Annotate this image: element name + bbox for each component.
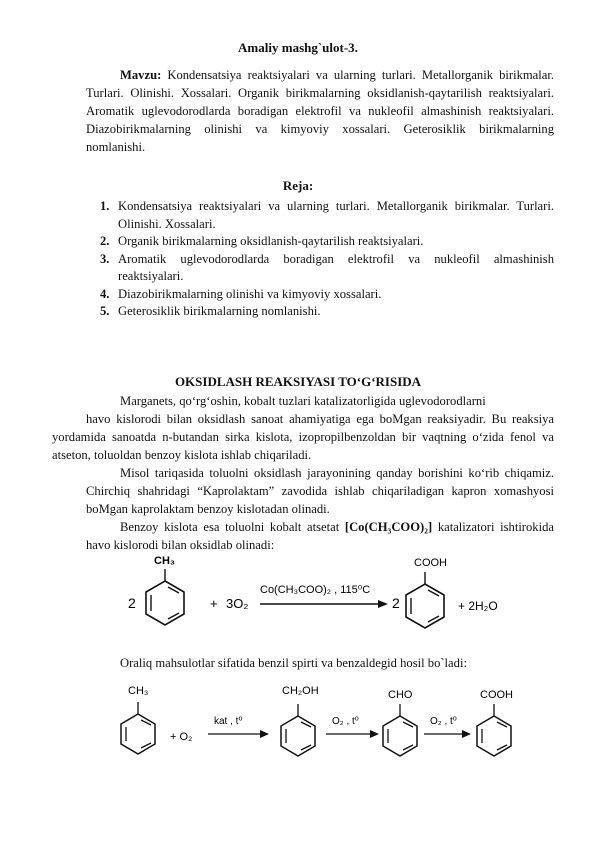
paragraph-1: Marganets, qo‘rg‘oshin, kobalt tuzlari katalizatorligida uglevodorodlarni havo kislorodi bilan oksidlash sanoat ahamiyatiga ega boMgan reaksiyadir. Bu reaksiya yordamida sanoatda n-butandan sirka kislota, izopropilbenzoldan bir vaqtning o‘zida fenol va atseton, toluoldan benzoy kislota ishlab chiqariladi.: [52, 394, 554, 462]
methyl-group-label-2: CH₃: [128, 685, 149, 697]
coefficient-right: 2: [392, 595, 400, 611]
step2-conditions: O₂ , t⁰: [332, 716, 359, 727]
benzene-ring-benzoic-acid: [406, 572, 444, 628]
plus-sign: +: [210, 596, 218, 611]
reaction-oxidation-sequence: [110, 680, 530, 776]
practical-heading: Amaliy mashg`ulot-3.: [238, 40, 358, 55]
list-item: 3. Aromatik uglevodorodlarda boradigan elektrofil va nukleofil almashinish reaktsiyalari.: [100, 251, 554, 283]
list-item: 4. Diazobirikmalarning olinishi va kimyoviy xossalari.: [100, 286, 382, 301]
reaction-toluene-oxidation: [120, 548, 520, 646]
paragraph-2: Misol tariqasida toluolni oksidlash jarayonining qanday borishini ko‘rib chiqamiz. Chirchiq shahridagi “Kaprolaktam” zavodida ishlab chiqariladigan kapron xomashyosi boMgan kaprolaktam benzoy kislotadan olinadi.: [86, 466, 554, 516]
list-item: 5. Geterosiklik birikmalarning nomlanishi.: [100, 304, 321, 318]
reja-list: [100, 198, 554, 321]
mavzu-label: Mavzu:: [120, 68, 162, 82]
oxygen-plus: + O₂: [170, 731, 193, 743]
list-item: 1. Kondensatsiya reaktsiyalari va ularning turlari. Metallorganik birikmalar. Turlari. Olinishi. Xossalari.: [100, 199, 554, 231]
paragraph-4: Oraliq mahsulotlar sifatida benzil spirti va benzaldegid hosil bo`ladi:: [120, 656, 467, 670]
catalyst-formula: [Co(CH₃COO)₂]: [344, 520, 433, 534]
carboxyl-group-label: COOH: [414, 557, 447, 569]
mavzu-text: Kondensatsiya reaktsiyalari va ularning turlari. Metallorganik birikmalar. Turlari. Olinishi. Xossalari. Organik birikmalarning oksidlanish-qaytarilish reaktsiyalari. Aromatik uglevodorodlarda boradigan elektrofil va nukleofil almashinish reaktsiyalari. Diazobirikmalarning olinishi va kimyoviy xossalari. Geterosiklik birikmalarning nomlanishi.: [86, 68, 554, 154]
benzene-ring-toluene-2: [121, 702, 155, 754]
aldehyde-group-label: CHO: [388, 689, 413, 701]
coefficient-left: 2: [128, 595, 136, 611]
section-title: OKSIDLASH REAKSIYASI TO‘G‘RISIDA: [174, 374, 422, 389]
list-item: 2. Organik birikmalarning oksidlanish-qaytarilish reaktsiyalari.: [100, 234, 424, 248]
carboxyl-group-label-2: COOH: [480, 689, 513, 701]
reaction-conditions: Co(CH₃COO)₂ , 115⁰C: [260, 584, 371, 596]
benzene-ring-benzyl-alcohol: [281, 704, 315, 756]
reja-title: Reja:: [282, 178, 314, 193]
mavzu-paragraph: [86, 66, 554, 156]
benzene-ring-benzoic-acid-2: [477, 704, 511, 756]
benzene-ring-benzaldehyde: [383, 704, 417, 756]
paragraph-3: Benzoy kislota esa toluolni kobalt atsetat [Co(CH₃COO)₂] katalizatori ishtirokida havo kislorodi bilan oksidlab olinadi:: [86, 520, 554, 552]
water-byproduct: + 2H₂O: [458, 599, 498, 613]
methyl-group-label: CH₃: [154, 555, 175, 567]
benzene-ring-toluene: [146, 569, 184, 625]
oxygen-reactant: 3O₂: [226, 596, 249, 611]
step1-conditions: kat , t⁰: [214, 716, 243, 727]
hydroxymethyl-group-label: CH₂OH: [282, 685, 319, 697]
step3-conditions: O₂ , t⁰: [430, 716, 457, 727]
